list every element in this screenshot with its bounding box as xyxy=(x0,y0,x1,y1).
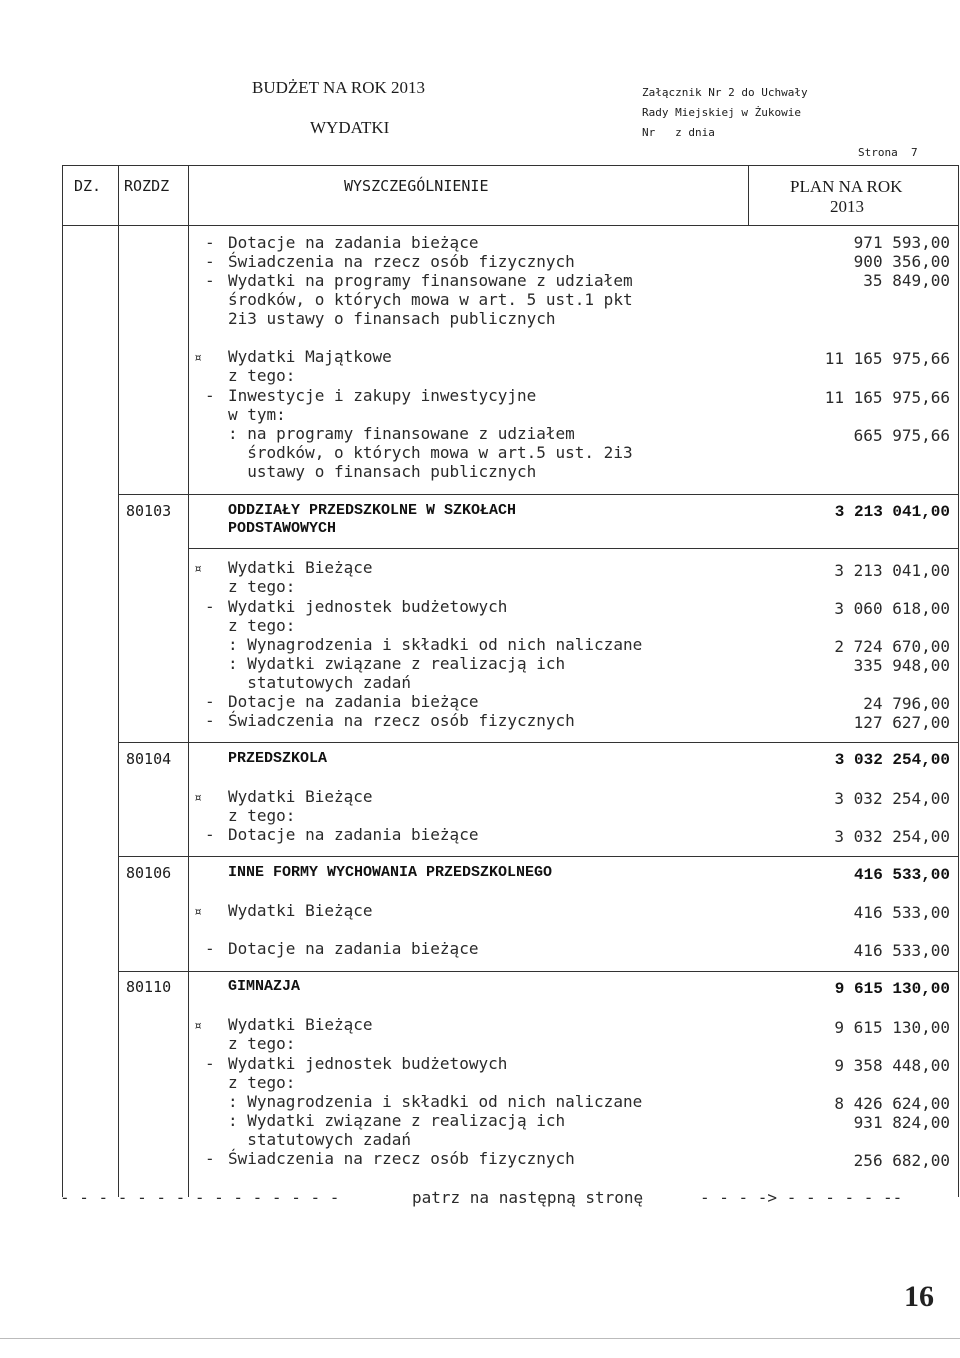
row-text: : Wydatki związane z realizacją ich xyxy=(228,1111,566,1130)
row-text: w tym: xyxy=(228,405,286,424)
rozdz-code: 80104 xyxy=(126,750,172,768)
row-text: z tego: xyxy=(228,1073,296,1092)
row-amount: 35 849,00 xyxy=(863,271,950,290)
row-marker: - xyxy=(205,1149,215,1168)
row-text: Dotacje na zadania bieżące xyxy=(228,825,479,844)
row-text: z tego: xyxy=(228,1034,296,1053)
continuation-dashes-right: - - - -> - - - - - -- xyxy=(700,1188,903,1207)
row-marker: ¤ xyxy=(194,1019,202,1034)
row-amount: 9 615 130,00 xyxy=(834,1018,950,1037)
row-amount: 900 356,00 xyxy=(853,252,950,271)
row-text: Dotacje na zadania bieżące xyxy=(228,692,479,711)
row-amount: 335 948,00 xyxy=(853,656,950,675)
section-separator xyxy=(118,742,958,743)
row-text: Dotacje na zadania bieżące xyxy=(228,939,479,958)
row-amount: 3 032 254,00 xyxy=(834,789,950,808)
row-text: Wydatki jednostek budżetowych xyxy=(228,597,508,616)
section-amount: 3 032 254,00 xyxy=(834,751,950,769)
row-text: środków, o których mowa w art. 5 ust.1 pkt xyxy=(228,290,633,309)
row-text: Wydatki jednostek budżetowych xyxy=(228,1054,508,1073)
dz-column-divider xyxy=(118,165,119,1197)
row-amount: 665 975,66 xyxy=(853,426,950,445)
table-right-border xyxy=(958,165,959,1197)
header-plan-line-1: PLAN NA ROK xyxy=(790,177,903,196)
continuation-dashes-left: - - - - - - - - - - - - - - - xyxy=(60,1188,340,1207)
handwritten-page-number: 16 xyxy=(904,1280,934,1313)
row-text: : Wynagrodzenia i składki od nich naliczane xyxy=(228,1092,643,1111)
row-amount: 127 627,00 xyxy=(853,713,950,732)
row-amount: 931 824,00 xyxy=(853,1113,950,1132)
row-amount: 9 358 448,00 xyxy=(834,1056,950,1075)
section-amount: 416 533,00 xyxy=(853,866,950,884)
row-text: z tego: xyxy=(228,616,296,635)
row-text: 2i3 ustawy o finansach publicznych xyxy=(228,309,556,328)
section-amount: 3 213 041,00 xyxy=(834,503,950,521)
row-text: Wydatki Majątkowe xyxy=(228,347,392,366)
rozdz-column-divider xyxy=(188,165,189,1197)
row-text: Wydatki na programy finansowane z udziałem xyxy=(228,271,633,290)
section-separator xyxy=(118,971,958,972)
row-text: Inwestycje i zakupy inwestycyjne xyxy=(228,386,537,405)
section-heading: ODDZIAŁY PRZEDSZKOLNE W SZKOŁACH xyxy=(228,502,517,519)
row-amount: 8 426 624,00 xyxy=(834,1094,950,1113)
row-marker: - xyxy=(205,386,215,405)
row-marker: - xyxy=(205,939,215,958)
annex-line-2: Rady Miejskiej w Żukowie xyxy=(642,106,801,119)
row-amount: 416 533,00 xyxy=(853,903,950,922)
row-text: statutowych zadań xyxy=(228,673,412,692)
section-separator xyxy=(118,494,958,495)
row-marker: - xyxy=(205,692,215,711)
row-amount: 3 060 618,00 xyxy=(834,599,950,618)
row-amount: 2 724 670,00 xyxy=(834,637,950,656)
row-text: z tego: xyxy=(228,577,296,596)
row-text: Wydatki Bieżące xyxy=(228,1015,373,1034)
row-text: z tego: xyxy=(228,366,296,385)
section-title: WYDATKI xyxy=(310,118,390,137)
table-header-bottom-border xyxy=(62,225,959,226)
row-marker: - xyxy=(205,825,215,844)
row-marker: - xyxy=(205,233,215,252)
section-amount: 9 615 130,00 xyxy=(834,980,950,998)
page-label: Strona 7 xyxy=(858,146,918,159)
row-marker: - xyxy=(205,711,215,730)
subsection-separator xyxy=(188,548,958,549)
row-marker: ¤ xyxy=(194,562,202,577)
row-marker: ¤ xyxy=(194,351,202,366)
row-amount: 971 593,00 xyxy=(853,233,950,252)
table-top-border xyxy=(62,165,959,166)
row-marker: - xyxy=(205,252,215,271)
row-amount: 416 533,00 xyxy=(853,941,950,960)
table-left-border xyxy=(62,165,63,1197)
row-amount: 256 682,00 xyxy=(853,1151,950,1170)
row-text: Wydatki Bieżące xyxy=(228,787,373,806)
header-rozdz: ROZDZ xyxy=(124,177,170,195)
row-text: statutowych zadań xyxy=(228,1130,412,1149)
budget-title: BUDŻET NA ROK 2013 xyxy=(252,78,425,97)
row-amount: 3 213 041,00 xyxy=(834,561,950,580)
row-marker: - xyxy=(205,1054,215,1073)
scan-artifact-line xyxy=(0,1338,960,1339)
section-heading-cont: PODSTAWOWYCH xyxy=(228,520,337,537)
row-text: środków, o których mowa w art.5 ust. 2i3 xyxy=(228,443,633,462)
row-text: : Wynagrodzenia i składki od nich naliczane xyxy=(228,635,643,654)
row-marker: - xyxy=(205,597,215,616)
row-amount: 24 796,00 xyxy=(863,694,950,713)
rozdz-code: 80106 xyxy=(126,864,172,882)
section-heading: GIMNAZJA xyxy=(228,978,301,995)
row-marker: - xyxy=(205,271,215,290)
row-text: Wydatki Bieżące xyxy=(228,901,373,920)
plan-column-divider xyxy=(748,165,749,225)
row-text: : Wydatki związane z realizacją ich xyxy=(228,654,566,673)
row-text: Wydatki Bieżące xyxy=(228,558,373,577)
rozdz-code: 80103 xyxy=(126,502,172,520)
header-dz: DZ. xyxy=(74,177,102,195)
annex-line-1: Załącznik Nr 2 do Uchwały xyxy=(642,86,808,99)
annex-line-3: Nr z dnia xyxy=(642,126,715,139)
row-amount: 11 165 975,66 xyxy=(824,388,950,407)
row-text: ustawy o finansach publicznych xyxy=(228,462,537,481)
row-amount: 3 032 254,00 xyxy=(834,827,950,846)
section-separator xyxy=(118,856,958,857)
section-heading: PRZEDSZKOLA xyxy=(228,750,328,767)
rozdz-code: 80110 xyxy=(126,978,172,996)
row-text: Świadczenia na rzecz osób fizycznych xyxy=(228,711,575,730)
row-text: Dotacje na zadania bieżące xyxy=(228,233,479,252)
header-description: WYSZCZEGÓLNIENIE xyxy=(344,177,489,195)
row-amount: 11 165 975,66 xyxy=(824,349,950,368)
section-heading: INNE FORMY WYCHOWANIA PRZEDSZKOLNEGO xyxy=(228,864,553,881)
row-marker: ¤ xyxy=(194,791,202,806)
row-text: Świadczenia na rzecz osób fizycznych xyxy=(228,252,575,271)
header-plan-line-2: 2013 xyxy=(830,197,864,216)
row-text: z tego: xyxy=(228,806,296,825)
row-text: Świadczenia na rzecz osób fizycznych xyxy=(228,1149,575,1168)
row-marker: ¤ xyxy=(194,905,202,920)
continuation-text: patrz na następną stronę xyxy=(412,1188,644,1207)
row-text: : na programy finansowane z udziałem xyxy=(228,424,575,443)
